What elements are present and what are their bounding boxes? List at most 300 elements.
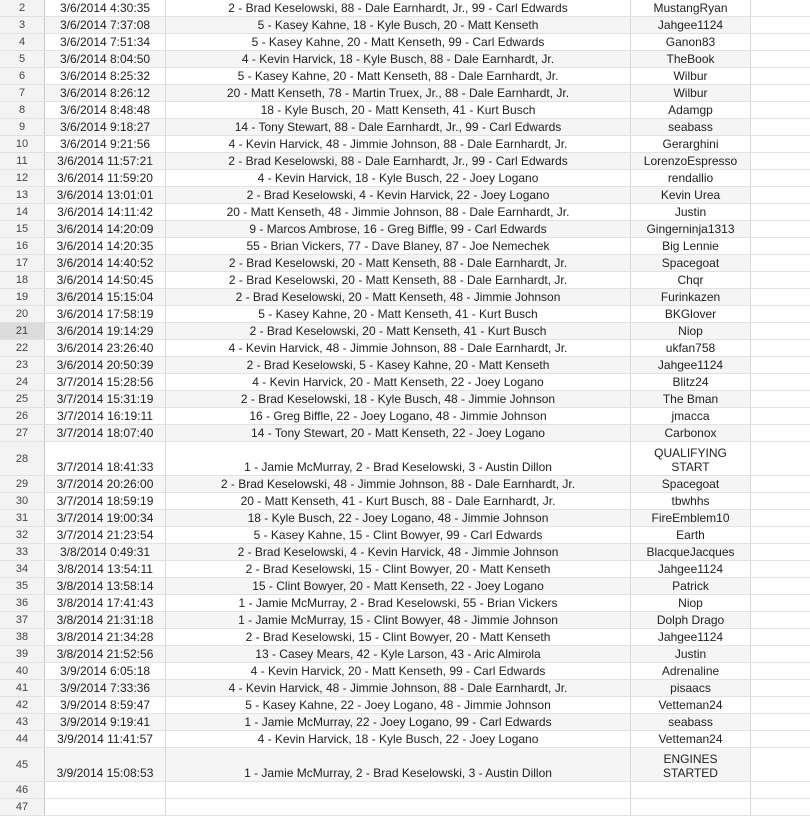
- cell-text-num: 3: [18, 19, 26, 31]
- cell-text-picks: 5 - Kasey Kahne, 22 - Joey Logano, 48 - Jimmie Johnson: [245, 698, 551, 712]
- cell-username[interactable]: [631, 612, 751, 628]
- cell-username[interactable]: [631, 731, 751, 747]
- cell-picks[interactable]: [166, 782, 631, 798]
- table-row: [0, 68, 810, 85]
- cell-empty[interactable]: [751, 493, 810, 509]
- cell-timestamp[interactable]: [45, 510, 166, 526]
- cell-username[interactable]: [631, 340, 751, 356]
- cell-timestamp[interactable]: [45, 476, 166, 492]
- cell-username[interactable]: [631, 680, 751, 696]
- cell-username[interactable]: [631, 595, 751, 611]
- cell-empty[interactable]: [751, 697, 810, 713]
- cell-empty[interactable]: [751, 391, 810, 407]
- row-header[interactable]: [0, 153, 45, 169]
- cell-text-num: 22: [15, 342, 29, 354]
- cell-username[interactable]: [631, 357, 751, 373]
- cell-timestamp[interactable]: [45, 289, 166, 305]
- cell-timestamp[interactable]: [45, 119, 166, 135]
- cell-timestamp[interactable]: [45, 17, 166, 33]
- cell-empty[interactable]: [751, 731, 810, 747]
- cell-empty[interactable]: [751, 680, 810, 696]
- cell-text-user: FireEmblem10: [651, 511, 730, 525]
- cell-picks[interactable]: [166, 612, 631, 628]
- cell-text-num: 42: [15, 699, 29, 711]
- cell-text-num: 9: [18, 121, 26, 133]
- cell-empty[interactable]: [751, 629, 810, 645]
- row-header[interactable]: [0, 595, 45, 611]
- cell-empty[interactable]: [751, 442, 810, 475]
- cell-timestamp[interactable]: [45, 102, 166, 118]
- cell-picks[interactable]: [166, 748, 631, 781]
- cell-picks[interactable]: [166, 340, 631, 356]
- cell-picks[interactable]: [166, 595, 631, 611]
- cell-empty[interactable]: [751, 51, 810, 67]
- cell-text-picks: 1 - Jamie McMurray, 22 - Joey Logano, 99 - Carl Edwards: [244, 715, 552, 729]
- cell-text-picks: 20 - Matt Kenseth, 48 - Jimmie Johnson, 88 - Dale Earnhardt, Jr.: [226, 205, 570, 219]
- cell-empty[interactable]: [751, 748, 810, 781]
- row-header[interactable]: [0, 782, 45, 798]
- cell-text-num: 31: [15, 512, 29, 524]
- cell-text-time: 3/6/2014 8:25:32: [59, 69, 151, 83]
- cell-picks[interactable]: [166, 442, 631, 475]
- cell-picks[interactable]: [166, 391, 631, 407]
- cell-username[interactable]: [631, 238, 751, 254]
- cell-empty[interactable]: [751, 85, 810, 101]
- cell-timestamp[interactable]: [45, 527, 166, 543]
- row-header[interactable]: [0, 306, 45, 322]
- cell-text-user: The Bman: [662, 392, 719, 406]
- cell-picks[interactable]: [166, 306, 631, 322]
- row-header[interactable]: [0, 85, 45, 101]
- cell-timestamp[interactable]: [45, 85, 166, 101]
- cell-username[interactable]: [631, 476, 751, 492]
- row-header[interactable]: [0, 561, 45, 577]
- cell-empty[interactable]: [751, 323, 810, 339]
- table-row: [0, 221, 810, 238]
- cell-empty[interactable]: [751, 170, 810, 186]
- cell-timestamp[interactable]: [45, 646, 166, 662]
- cell-username[interactable]: [631, 714, 751, 730]
- cell-timestamp[interactable]: [45, 136, 166, 152]
- cell-text-num: 5: [18, 53, 26, 65]
- cell-timestamp[interactable]: [45, 612, 166, 628]
- cell-picks[interactable]: [166, 578, 631, 594]
- cell-picks[interactable]: [166, 85, 631, 101]
- cell-empty[interactable]: [751, 272, 810, 288]
- cell-picks[interactable]: [166, 204, 631, 220]
- cell-timestamp[interactable]: [45, 340, 166, 356]
- cell-timestamp[interactable]: [45, 425, 166, 441]
- cell-username[interactable]: [631, 306, 751, 322]
- cell-username[interactable]: [631, 391, 751, 407]
- cell-picks[interactable]: [166, 238, 631, 254]
- cell-text-user: seabass: [668, 120, 713, 134]
- cell-text-num: 39: [15, 648, 29, 660]
- row-header[interactable]: [0, 476, 45, 492]
- cell-text-num: 28: [15, 452, 29, 465]
- cell-timestamp[interactable]: [45, 272, 166, 288]
- row-header[interactable]: [0, 221, 45, 237]
- cell-username[interactable]: [631, 510, 751, 526]
- cell-empty[interactable]: [751, 425, 810, 441]
- cell-empty[interactable]: [751, 374, 810, 390]
- cell-picks[interactable]: [166, 51, 631, 67]
- row-header[interactable]: [0, 697, 45, 713]
- cell-picks[interactable]: [166, 272, 631, 288]
- cell-timestamp[interactable]: [45, 748, 166, 781]
- cell-empty[interactable]: [751, 510, 810, 526]
- cell-picks[interactable]: [166, 102, 631, 118]
- cell-empty[interactable]: [751, 255, 810, 271]
- cell-timestamp[interactable]: [45, 663, 166, 679]
- cell-picks[interactable]: [166, 153, 631, 169]
- cell-text-picks: 9 - Marcos Ambrose, 16 - Greg Biffle, 99 - Carl Edwards: [249, 222, 547, 236]
- row-header[interactable]: [0, 408, 45, 424]
- cell-text-user2: STARTED: [663, 766, 718, 780]
- row-header[interactable]: [0, 357, 45, 373]
- cell-empty[interactable]: [751, 34, 810, 50]
- cell-timestamp[interactable]: [45, 544, 166, 560]
- cell-empty[interactable]: [751, 612, 810, 628]
- cell-text-picks: 14 - Tony Stewart, 88 - Dale Earnhardt, Jr., 99 - Carl Edwards: [234, 120, 562, 134]
- cell-username[interactable]: [631, 578, 751, 594]
- cell-picks[interactable]: [166, 136, 631, 152]
- table-row: [0, 119, 810, 136]
- cell-username[interactable]: [631, 646, 751, 662]
- cell-empty[interactable]: [751, 119, 810, 135]
- cell-timestamp[interactable]: [45, 493, 166, 509]
- cell-username[interactable]: [631, 17, 751, 33]
- cell-timestamp[interactable]: [45, 578, 166, 594]
- cell-text-picks: 16 - Greg Biffle, 22 - Joey Logano, 48 - Jimmie Johnson: [249, 409, 547, 423]
- cell-username[interactable]: [631, 221, 751, 237]
- cell-timestamp[interactable]: [45, 731, 166, 747]
- cell-picks[interactable]: [166, 68, 631, 84]
- cell-text-time: 3/6/2014 13:01:01: [56, 188, 154, 202]
- row-header[interactable]: [0, 493, 45, 509]
- cell-username[interactable]: [631, 34, 751, 50]
- row-header[interactable]: [0, 51, 45, 67]
- cell-username[interactable]: [631, 323, 751, 339]
- row-header[interactable]: [0, 204, 45, 220]
- cell-text-time: 3/6/2014 7:37:08: [59, 18, 151, 32]
- cell-empty[interactable]: [751, 221, 810, 237]
- cell-empty[interactable]: [751, 476, 810, 492]
- cell-text-num: 30: [15, 495, 29, 507]
- table-row: [0, 510, 810, 527]
- cell-text-num: 8: [18, 104, 26, 116]
- table-row: [0, 255, 810, 272]
- cell-username[interactable]: [631, 102, 751, 118]
- cell-timestamp[interactable]: [45, 714, 166, 730]
- cell-empty[interactable]: [751, 527, 810, 543]
- cell-text-picks: 2 - Brad Keselowski, 4 - Kevin Harvick, 48 - Jimmie Johnson: [237, 545, 559, 559]
- cell-username[interactable]: [631, 119, 751, 135]
- row-header[interactable]: [0, 17, 45, 33]
- cell-text-time: 3/6/2014 14:40:52: [56, 256, 154, 270]
- cell-picks[interactable]: [166, 374, 631, 390]
- row-header[interactable]: [0, 272, 45, 288]
- cell-timestamp[interactable]: [45, 408, 166, 424]
- cell-picks[interactable]: [166, 408, 631, 424]
- cell-username[interactable]: [631, 68, 751, 84]
- row-header[interactable]: [0, 0, 45, 16]
- cell-empty[interactable]: [751, 561, 810, 577]
- cell-username[interactable]: [631, 170, 751, 186]
- cell-username[interactable]: [631, 85, 751, 101]
- row-header[interactable]: [0, 119, 45, 135]
- cell-username[interactable]: [631, 442, 751, 475]
- table-row: [0, 153, 810, 170]
- cell-picks[interactable]: [166, 731, 631, 747]
- cell-username[interactable]: [631, 527, 751, 543]
- cell-empty[interactable]: [751, 340, 810, 356]
- table-row: [0, 323, 810, 340]
- row-header[interactable]: [0, 340, 45, 356]
- cell-timestamp[interactable]: [45, 697, 166, 713]
- cell-text-picks: 2 - Brad Keselowski, 48 - Jimmie Johnson, 88 - Dale Earnhardt, Jr.: [220, 477, 576, 491]
- row-header[interactable]: [0, 442, 45, 475]
- cell-text-user: Chqr: [677, 273, 704, 287]
- cell-text-user: Adrenaline: [661, 664, 720, 678]
- cell-timestamp[interactable]: [45, 51, 166, 67]
- cell-timestamp[interactable]: [45, 323, 166, 339]
- cell-text-time: 3/6/2014 4:30:35: [59, 1, 151, 15]
- cell-timestamp[interactable]: [45, 68, 166, 84]
- cell-text-num: 4: [18, 36, 26, 48]
- cell-timestamp[interactable]: [45, 442, 166, 475]
- cell-text-num: 18: [15, 274, 29, 286]
- table-row: [0, 476, 810, 493]
- cell-empty[interactable]: [751, 0, 810, 16]
- row-header[interactable]: [0, 680, 45, 696]
- cell-timestamp[interactable]: [45, 221, 166, 237]
- cell-picks[interactable]: [166, 221, 631, 237]
- cell-picks[interactable]: [166, 323, 631, 339]
- cell-text-picks: 15 - Clint Bowyer, 20 - Matt Kenseth, 22 - Joey Logano: [252, 579, 544, 593]
- cell-text-picks: 1 - Jamie McMurray, 2 - Brad Keselowski, 3 - Austin Dillon: [244, 766, 552, 780]
- cell-text-num: 45: [15, 758, 29, 771]
- cell-empty[interactable]: [751, 238, 810, 254]
- cell-username[interactable]: [631, 629, 751, 645]
- cell-username[interactable]: [631, 374, 751, 390]
- cell-empty[interactable]: [751, 782, 810, 798]
- cell-timestamp[interactable]: [45, 0, 166, 16]
- cell-timestamp[interactable]: [45, 187, 166, 203]
- cell-text-user: Jahgee1124: [657, 562, 724, 576]
- cell-text-picks: 4 - Kevin Harvick, 18 - Kyle Busch, 88 - Dale Earnhardt, Jr.: [241, 52, 555, 66]
- row-header[interactable]: [0, 323, 45, 339]
- cell-username[interactable]: [631, 493, 751, 509]
- cell-picks[interactable]: [166, 663, 631, 679]
- cell-picks[interactable]: [166, 714, 631, 730]
- cell-username[interactable]: [631, 289, 751, 305]
- row-header[interactable]: [0, 748, 45, 781]
- cell-empty[interactable]: [751, 187, 810, 203]
- cell-username[interactable]: [631, 272, 751, 288]
- cell-picks[interactable]: [166, 561, 631, 577]
- cell-empty[interactable]: [751, 663, 810, 679]
- cell-username[interactable]: [631, 153, 751, 169]
- cell-empty[interactable]: [751, 17, 810, 33]
- cell-picks[interactable]: [166, 493, 631, 509]
- cell-username[interactable]: [631, 408, 751, 424]
- cell-text-time: 3/8/2014 13:58:14: [56, 579, 154, 593]
- row-header[interactable]: [0, 510, 45, 526]
- cell-picks[interactable]: [166, 0, 631, 16]
- row-header[interactable]: [0, 187, 45, 203]
- cell-timestamp[interactable]: [45, 561, 166, 577]
- cell-text-num: 23: [15, 359, 29, 371]
- cell-timestamp[interactable]: [45, 306, 166, 322]
- row-header[interactable]: [0, 646, 45, 662]
- row-header[interactable]: [0, 544, 45, 560]
- cell-username[interactable]: [631, 748, 751, 781]
- row-header[interactable]: [0, 34, 45, 50]
- row-header[interactable]: [0, 102, 45, 118]
- row-header[interactable]: [0, 136, 45, 152]
- cell-username[interactable]: [631, 136, 751, 152]
- cell-username[interactable]: [631, 663, 751, 679]
- cell-timestamp[interactable]: [45, 629, 166, 645]
- cell-username[interactable]: [631, 544, 751, 560]
- row-header[interactable]: [0, 289, 45, 305]
- cell-picks[interactable]: [166, 646, 631, 662]
- cell-empty[interactable]: [751, 357, 810, 373]
- row-header[interactable]: [0, 238, 45, 254]
- cell-picks[interactable]: [166, 289, 631, 305]
- cell-text-picks: 55 - Brian Vickers, 77 - Dave Blaney, 87 - Joe Nemechek: [246, 239, 550, 253]
- cell-empty[interactable]: [751, 204, 810, 220]
- row-header[interactable]: [0, 527, 45, 543]
- cell-text-user: Spacegoat: [661, 256, 720, 270]
- cell-text-user: Blitz24: [672, 375, 709, 389]
- cell-timestamp[interactable]: [45, 374, 166, 390]
- cell-username[interactable]: [631, 782, 751, 798]
- cell-text-num: 11: [16, 155, 28, 167]
- cell-picks[interactable]: [166, 629, 631, 645]
- row-header[interactable]: [0, 629, 45, 645]
- table-row: [0, 136, 810, 153]
- cell-picks[interactable]: [166, 187, 631, 203]
- cell-text-picks: 2 - Brad Keselowski, 20 - Matt Kenseth, 41 - Kurt Busch: [249, 324, 547, 338]
- cell-timestamp[interactable]: [45, 391, 166, 407]
- cell-text-picks: 1 - Jamie McMurray, 2 - Brad Keselowski, 3 - Austin Dillon: [244, 460, 552, 474]
- cell-picks[interactable]: [166, 527, 631, 543]
- table-row: [0, 629, 810, 646]
- cell-text-num: 17: [15, 257, 29, 269]
- cell-text-time: 3/9/2014 11:41:57: [57, 732, 153, 746]
- row-header[interactable]: [0, 714, 45, 730]
- cell-text-time: 3/7/2014 19:00:34: [56, 511, 154, 525]
- cell-text-picks: 5 - Kasey Kahne, 20 - Matt Kenseth, 41 - Kurt Busch: [258, 307, 538, 321]
- cell-timestamp[interactable]: [45, 170, 166, 186]
- table-row: [0, 408, 810, 425]
- cell-picks[interactable]: [166, 544, 631, 560]
- cell-picks[interactable]: [166, 34, 631, 50]
- row-header[interactable]: [0, 68, 45, 84]
- cell-text-time: 3/6/2014 11:57:21: [57, 154, 153, 168]
- cell-username[interactable]: [631, 425, 751, 441]
- cell-username[interactable]: [631, 255, 751, 271]
- table-row: [0, 646, 810, 663]
- row-header[interactable]: [0, 578, 45, 594]
- cell-username[interactable]: [631, 0, 751, 16]
- row-header[interactable]: [0, 731, 45, 747]
- cell-empty[interactable]: [751, 153, 810, 169]
- cell-text-picks: 20 - Matt Kenseth, 78 - Martin Truex, Jr., 88 - Dale Earnhardt, Jr.: [226, 86, 570, 100]
- row-header[interactable]: [0, 391, 45, 407]
- cell-empty[interactable]: [751, 544, 810, 560]
- cell-username[interactable]: [631, 51, 751, 67]
- cell-timestamp[interactable]: [45, 34, 166, 50]
- cell-text-time: 3/6/2014 8:26:12: [59, 86, 151, 100]
- cell-text-time: 3/7/2014 16:19:11: [57, 409, 153, 423]
- row-header[interactable]: [0, 612, 45, 628]
- cell-username[interactable]: [631, 561, 751, 577]
- cell-text-time: 3/8/2014 21:52:56: [56, 647, 154, 661]
- cell-picks[interactable]: [166, 17, 631, 33]
- cell-picks[interactable]: [166, 255, 631, 271]
- row-header[interactable]: [0, 374, 45, 390]
- row-header[interactable]: [0, 425, 45, 441]
- cell-text-time: 3/6/2014 15:15:04: [56, 290, 154, 304]
- cell-picks[interactable]: [166, 119, 631, 135]
- cell-timestamp[interactable]: [45, 782, 166, 798]
- cell-text-time: 3/6/2014 7:51:34: [59, 35, 151, 49]
- cell-timestamp[interactable]: [45, 204, 166, 220]
- cell-picks[interactable]: [166, 170, 631, 186]
- cell-text-user: Ganon83: [665, 35, 716, 49]
- cell-empty[interactable]: [751, 595, 810, 611]
- cell-picks[interactable]: [166, 476, 631, 492]
- cell-picks[interactable]: [166, 357, 631, 373]
- cell-empty[interactable]: [751, 714, 810, 730]
- cell-timestamp[interactable]: [45, 153, 166, 169]
- cell-username[interactable]: [631, 697, 751, 713]
- cell-empty[interactable]: [751, 306, 810, 322]
- cell-timestamp[interactable]: [45, 595, 166, 611]
- row-header[interactable]: [0, 255, 45, 271]
- cell-empty[interactable]: [751, 136, 810, 152]
- cell-username[interactable]: [631, 204, 751, 220]
- cell-username[interactable]: [631, 187, 751, 203]
- cell-text-num: 13: [15, 189, 29, 201]
- cell-empty[interactable]: [751, 646, 810, 662]
- cell-text-user: Jahgee1124: [657, 18, 724, 32]
- cell-picks[interactable]: [166, 697, 631, 713]
- table-row: [0, 493, 810, 510]
- cell-empty[interactable]: [751, 578, 810, 594]
- cell-empty[interactable]: [751, 408, 810, 424]
- cell-text-time: 3/6/2014 14:20:09: [56, 222, 154, 236]
- cell-empty[interactable]: [751, 289, 810, 305]
- table-row: [0, 578, 810, 595]
- cell-picks[interactable]: [166, 680, 631, 696]
- cell-timestamp[interactable]: [45, 255, 166, 271]
- cell-timestamp[interactable]: [45, 238, 166, 254]
- row-header[interactable]: [0, 663, 45, 679]
- cell-timestamp[interactable]: [45, 357, 166, 373]
- cell-text-user: Niop: [678, 324, 703, 338]
- cell-timestamp[interactable]: [45, 680, 166, 696]
- cell-picks[interactable]: [166, 510, 631, 526]
- cell-empty[interactable]: [751, 68, 810, 84]
- cell-text-time: 3/6/2014 14:20:35: [56, 239, 154, 253]
- row-header[interactable]: [0, 170, 45, 186]
- cell-empty[interactable]: [751, 102, 810, 118]
- cell-picks[interactable]: [166, 425, 631, 441]
